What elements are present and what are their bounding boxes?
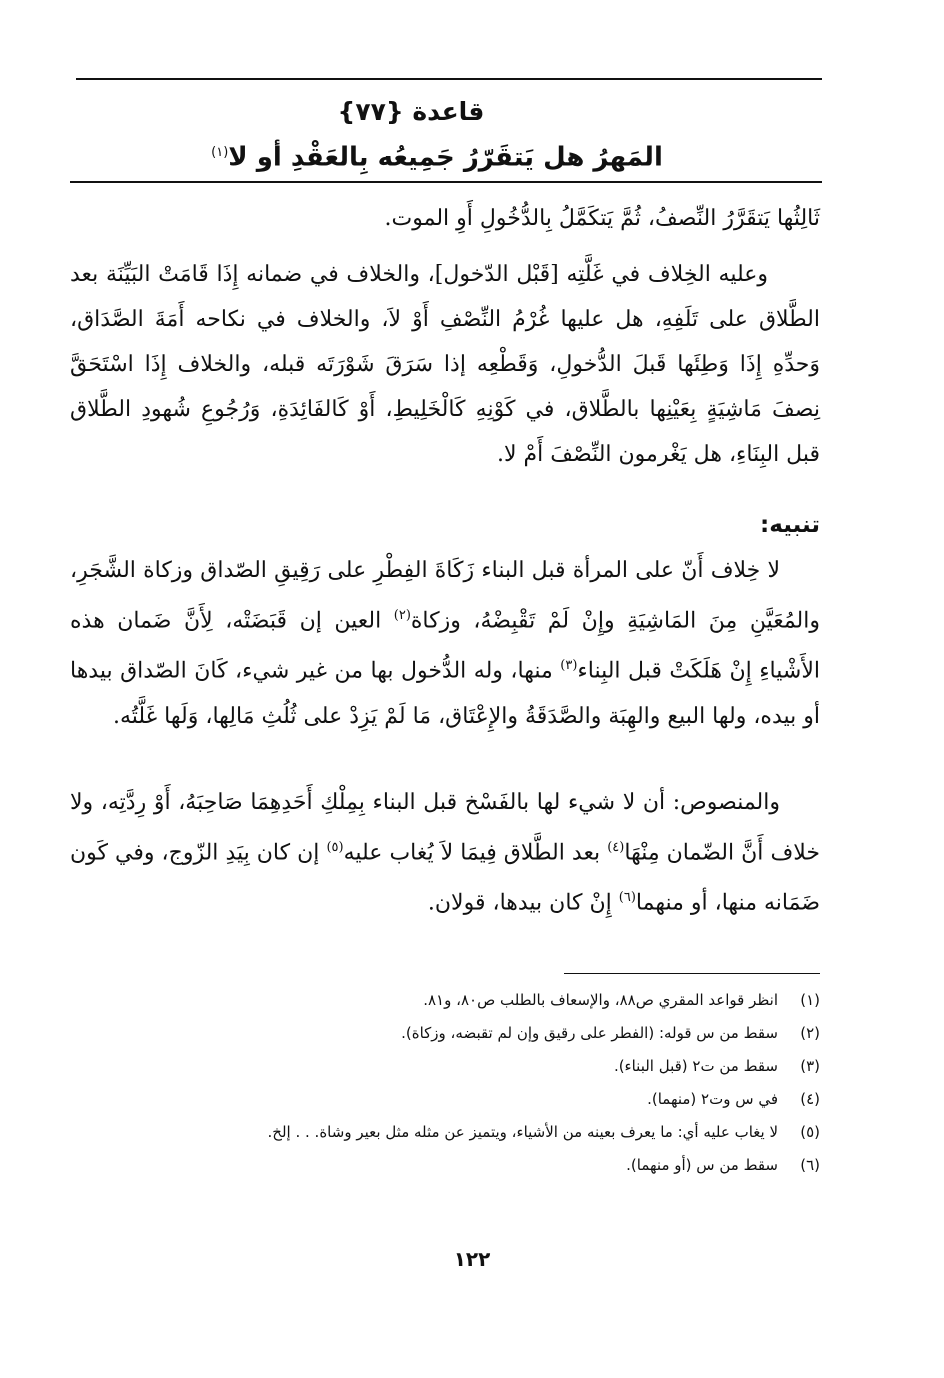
footnote-number: (٥) xyxy=(800,1123,820,1141)
text-segment: لا خِلاف أَنّ على المرأة قبل البناء زَكَاةَ الفِطْرِ على رَقِيقِ الصّداق وزكاة الشَّجَرِ، والمُعَيَّنِ مِنَ المَاشِيَةِ وإِنْ لَمْ تَقْبِضْهُ، وزكاة xyxy=(70,558,820,634)
footnote-ref: (٣) xyxy=(560,658,578,674)
text-segment: بعد الطَّلاق فِيمَا لاَ يُغاب عليه xyxy=(343,840,608,866)
text-segment: إِنْ كان بيدها، قولان. xyxy=(427,890,619,916)
footnote xyxy=(70,1116,820,1149)
paragraph-stated-opinion xyxy=(70,780,820,926)
footnote-ref: (٢) xyxy=(393,608,411,623)
text-segment: والمنصوص: أن لا شيء لها بالفَسْخ قبل البناء بِمِلْكِ أَحَدِهِمَا صَاحِبَهُ، أَوْ رِدَّتِه، ولا خلاف أَنَّ الضّمان مِنْهَا xyxy=(70,790,820,866)
footnote-number: (٣) xyxy=(800,1057,820,1075)
footnote xyxy=(70,1083,820,1116)
footnote-ref: (١) xyxy=(211,145,229,160)
footnote-separator xyxy=(564,973,820,974)
notice-heading: تنبيه: xyxy=(760,512,820,538)
title-rule xyxy=(70,181,822,183)
paragraph-third-opinion: ثَالِثُها يَتقَرَّرُ النِّصفُ، ثُمَّ يَتكَمَّلُ بِالدُّخُولِ أَوِ الموت. xyxy=(384,206,820,231)
footnote-text: سقط من س قوله: (الفطر على رقيق وإن لم تقبضه، وزكاة). xyxy=(401,1024,778,1042)
footnote-text: لا يغاب عليه أي: ما يعرف بعينه من الأشياء، ويتميز عن مثله مثل بعير وشاة. . . إلخ. xyxy=(267,1123,778,1141)
footnote-number: (١) xyxy=(800,991,820,1009)
footnote-ref: (٥) xyxy=(326,840,344,855)
footnote-text: سقط من س (أو منهما). xyxy=(626,1156,778,1174)
rule-title xyxy=(200,132,674,174)
footnote-number: (٢) xyxy=(800,1024,820,1042)
paragraph-consequences: وعليه الخِلاف في غَلَّتِه [قَبْل الدّخول]، والخلاف في ضمانه إِذَا قَامَتْ البَيِّنَة بعد الطَّلاق على تَلَفِهِ، هل عليها غُرْمُ النِّصْفِ أَوْ لاَ، والخلاف في نكاحه أَمَةَ الصَّدَاق، وَحدِّهِ إِذَا وَطِئَها قَبلَ الدُّخولِ، وَقَطْعِه إذا سَرَقَ شَوْرَتَه قبله، والخلاف إِذَا اسْتَحَقَّ نِصفَ مَاشِيَةٍ بِعَيْنِها بالطَّلاق، في كَوْنِهِ كَالْخَلِيطِ، أَوْ كَالفَائِدَةِ، وَرُجُوعِ شُهودِ الطَّلاق قبل البِنَاءِ، هل يَغْرمون النِّصْفَ أَمْ لا. xyxy=(70,262,821,467)
footnote xyxy=(70,984,820,1017)
footnote-text: في س وت٢ (منهما). xyxy=(647,1090,778,1108)
text-segment: العين إن قَبَضَتْه، لِأَنَّ ضَمان هذه الأَشْياءِ إِنْ هَلَكَتْ قبل البِناء xyxy=(70,608,820,684)
footnote-number: (٤) xyxy=(800,1090,820,1108)
page-number: ١٢٢ xyxy=(453,1247,491,1271)
footnote-ref: (٦) xyxy=(618,890,636,906)
footnote xyxy=(70,1017,820,1050)
top-rule xyxy=(76,78,822,80)
rule-number-heading: قاعدة {٧٧} xyxy=(337,97,485,126)
footnotes xyxy=(70,984,820,1182)
footnote-number: (٦) xyxy=(800,1156,820,1174)
footnote-text: انظر قواعد المقري ص٨٨، والإسعاف بالطلب ص٨٠، و٨١. xyxy=(423,991,778,1009)
footnote xyxy=(70,1050,820,1083)
text-segment: منها، وله الدُّخول بها من غير شيء، كَانَ الصّداق بيدها أو بيده، ولها البيع والهِبَة والصَّدَقَةُ والإِعْتَاق، مَا لَمْ يَزِدْ على ثُلُثِ مَالِها، وَلَها غَلَّتُه. xyxy=(70,658,820,729)
text-segment: إن كان بِيَدِ الزّوج، وفي كَون ضَمَانه منها، أو منهما xyxy=(70,840,820,916)
footnote-text: سقط من ت٢ (قبل البناء). xyxy=(613,1057,778,1075)
rule-title-text: المَهرُ هل يَتقَرّرُ جَمِيعُه بِالعَقْدِ أو لا xyxy=(228,142,663,173)
footnote-ref: (٤) xyxy=(607,840,625,855)
paragraph-notice xyxy=(70,548,820,739)
footnote xyxy=(70,1149,820,1182)
